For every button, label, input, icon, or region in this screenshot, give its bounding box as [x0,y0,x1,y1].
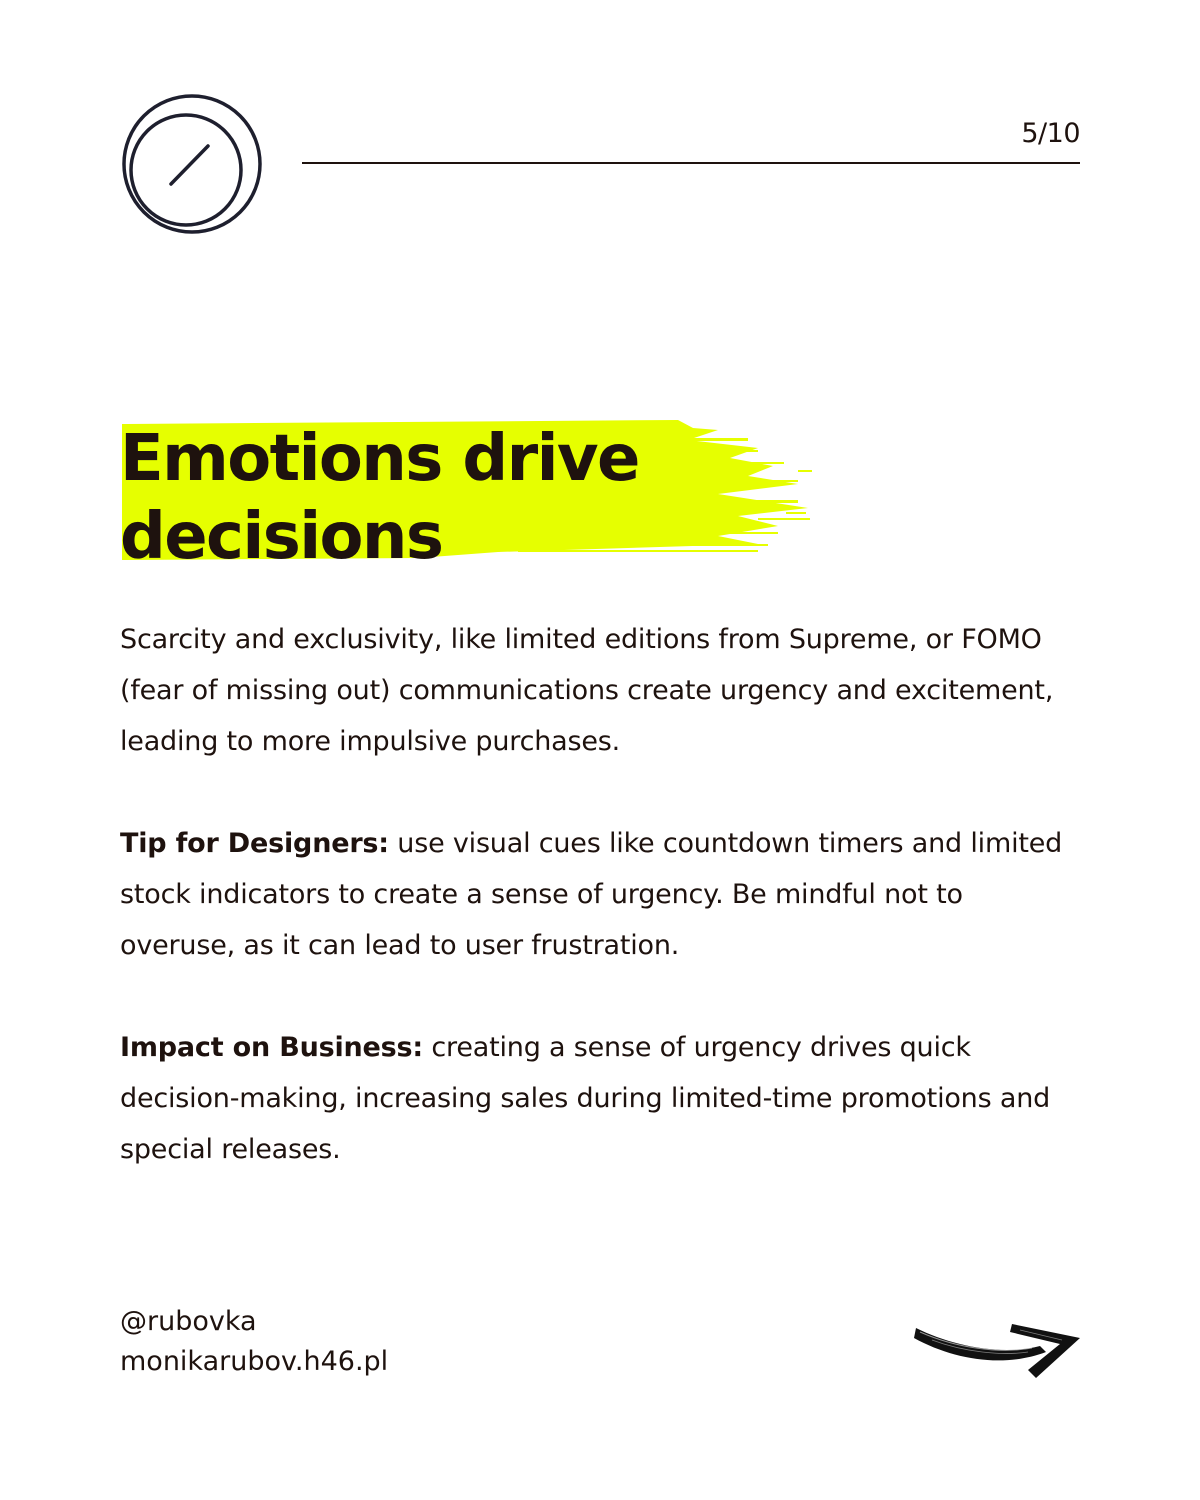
impact-paragraph [120,1022,1080,1175]
title-line-1: Emotions drive [120,422,639,496]
impact-text: creating a sense of urgency drives quick decision-making, increasing sales during limited-time promotions and special releases. [120,1032,1051,1165]
website-link: monikarubov.h46.pl [120,1346,389,1377]
body-copy [120,614,1080,1226]
page-counter: 5/10 [1021,118,1080,149]
tip-text: use visual cues like countdown timers and limited stock indicators to create a sense of urgency. Be mindful not to overuse, as it can lead to user frustration. [120,828,1063,961]
page-title [120,420,1020,576]
circle-slash-logo-icon [118,92,264,238]
intro-paragraph: Scarcity and exclusivity, like limited editions from Supreme, or FOMO (fear of missing out) communications create urgency and excitement, leading to more impulsive purchases. [120,624,1054,757]
header-divider [302,162,1080,164]
title-line-2: decisions [120,500,443,574]
tip-paragraph [120,818,1080,971]
social-handle: @rubovka [120,1306,257,1337]
footer [120,1302,388,1382]
impact-label: Impact on Business: [120,1032,424,1063]
brush-arrow-right-icon[interactable] [912,1316,1084,1382]
tip-label: Tip for Designers: [120,828,389,859]
